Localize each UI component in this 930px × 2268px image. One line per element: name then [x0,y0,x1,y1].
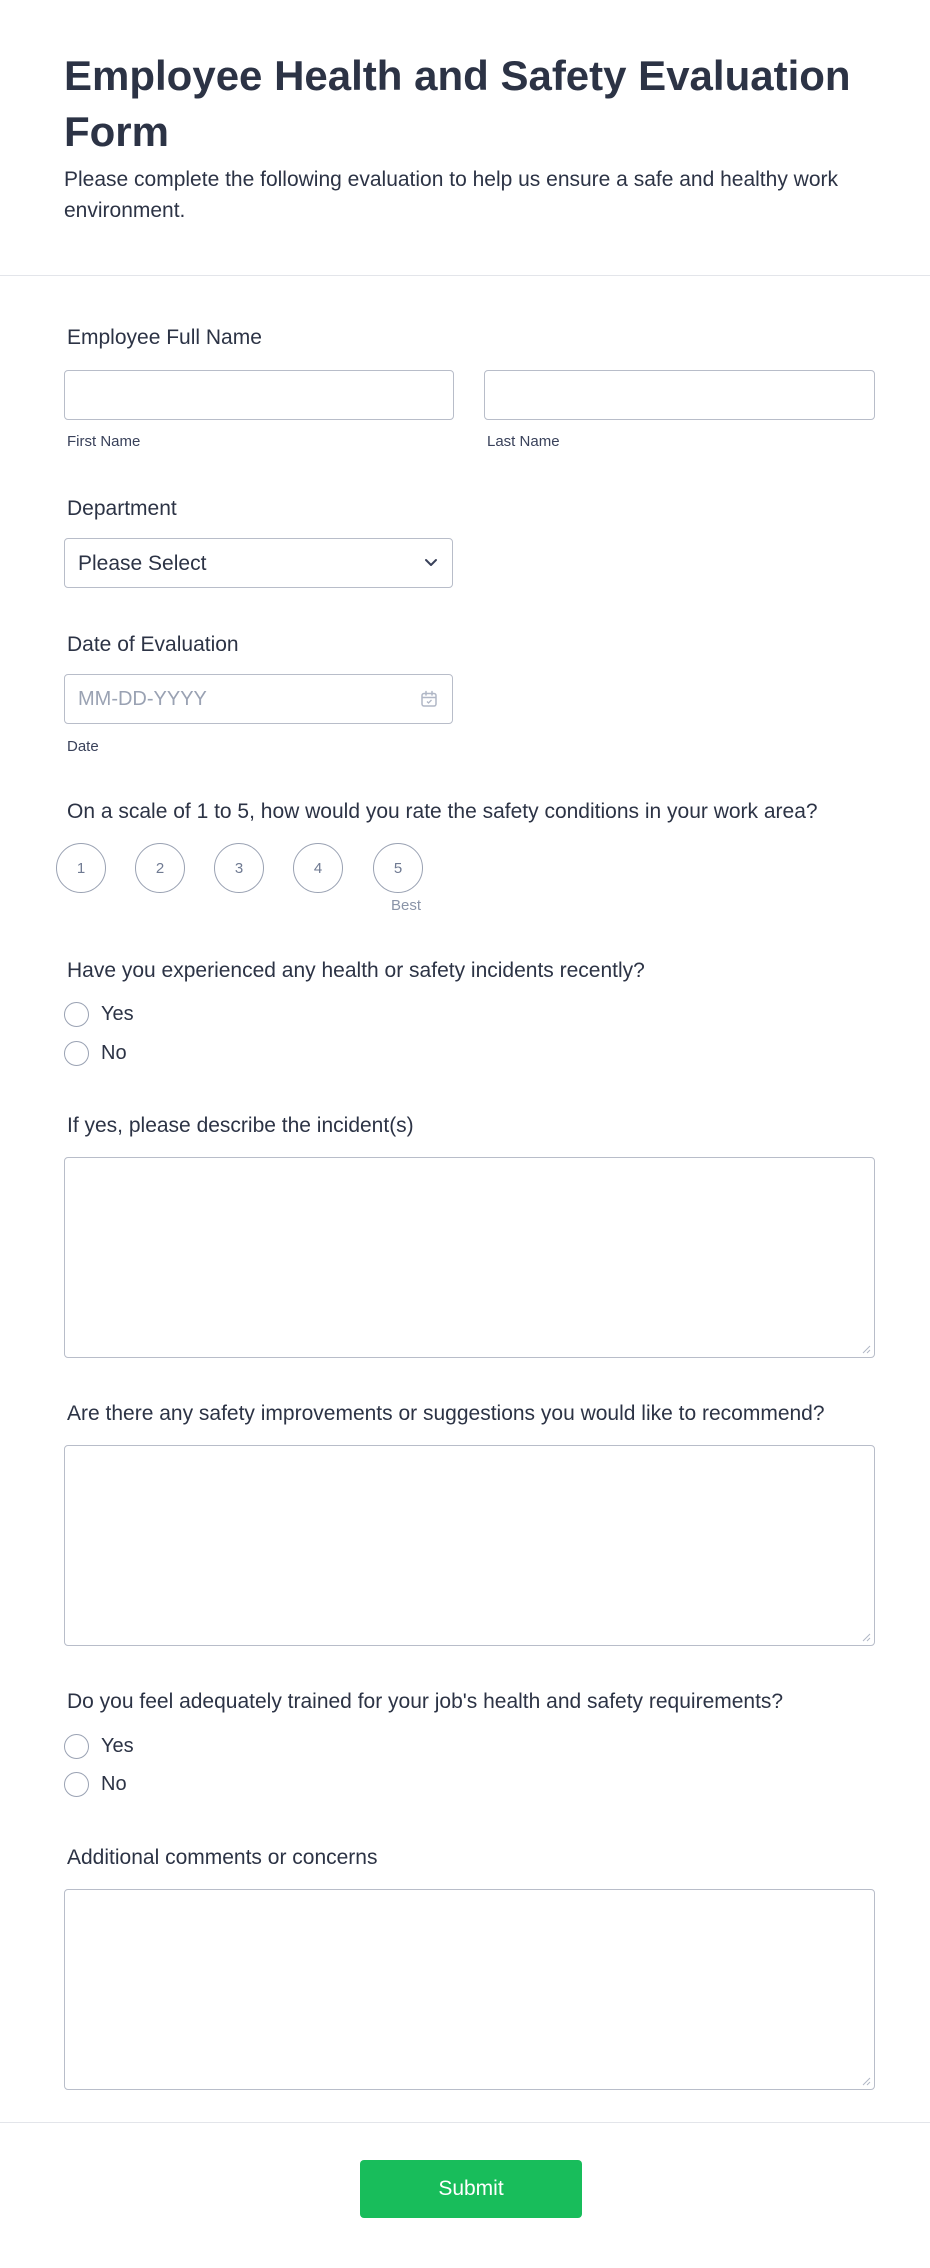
incident-description-textarea[interactable] [64,1157,875,1358]
department-selected-value: Please Select [78,552,207,575]
rating-option-3[interactable]: 3 [214,843,264,893]
incidents-no-radio[interactable] [64,1041,89,1066]
first-name-sublabel: First Name [67,433,141,450]
first-name-input[interactable] [64,370,454,420]
resize-grip-icon[interactable] [861,1344,871,1354]
training-yes-label[interactable]: Yes [101,1735,134,1757]
training-no-label[interactable]: No [101,1773,127,1795]
form-subtitle: Please complete the following evaluation to help us ensure a safe and healthy work environment. [64,168,838,222]
incidents-label: Have you experienced any health or safety incidents recently? [67,959,645,982]
form-header [0,0,930,276]
rating-best-label: Best [391,897,422,914]
improvements-textarea[interactable] [64,1445,875,1646]
submit-button[interactable]: Submit [360,2160,582,2218]
calendar-icon[interactable] [420,690,438,708]
rating-option-5[interactable]: 5 [373,843,423,893]
date-sublabel: Date [67,738,99,755]
footer-divider [0,2122,930,2123]
rating-option-1[interactable]: 1 [56,843,106,893]
safety-rating-label: On a scale of 1 to 5, how would you rate the safety conditions in your work area? [67,800,818,823]
chevron-down-icon [422,553,440,571]
incident-description-label: If yes, please describe the incident(s) [67,1114,414,1137]
training-yes-radio[interactable] [64,1734,89,1759]
evaluation-date-label: Date of Evaluation [67,633,239,656]
rating-option-4[interactable]: 4 [293,843,343,893]
evaluation-date-input[interactable] [64,674,453,724]
last-name-input[interactable] [484,370,875,420]
resize-grip-icon[interactable] [861,2076,871,2086]
training-no-radio[interactable] [64,1772,89,1797]
training-label: Do you feel adequately trained for your job's health and safety requirements? [67,1690,784,1713]
incidents-yes-radio[interactable] [64,1002,89,1027]
department-label: Department [67,497,177,520]
last-name-sublabel: Last Name [487,433,560,450]
improvements-label: Are there any safety improvements or suggestions you would like to recommend? [67,1402,825,1425]
employee-name-label: Employee Full Name [67,326,262,349]
comments-label: Additional comments or concerns [67,1846,378,1869]
department-select[interactable] [64,538,453,588]
incidents-yes-label[interactable]: Yes [101,1003,134,1025]
date-placeholder: MM-DD-YYYY [78,688,207,710]
form-title: Employee Health and Safety Evaluation Form [64,52,851,155]
resize-grip-icon[interactable] [861,1632,871,1642]
incidents-no-label[interactable]: No [101,1042,127,1064]
rating-option-2[interactable]: 2 [135,843,185,893]
comments-textarea[interactable] [64,1889,875,2090]
